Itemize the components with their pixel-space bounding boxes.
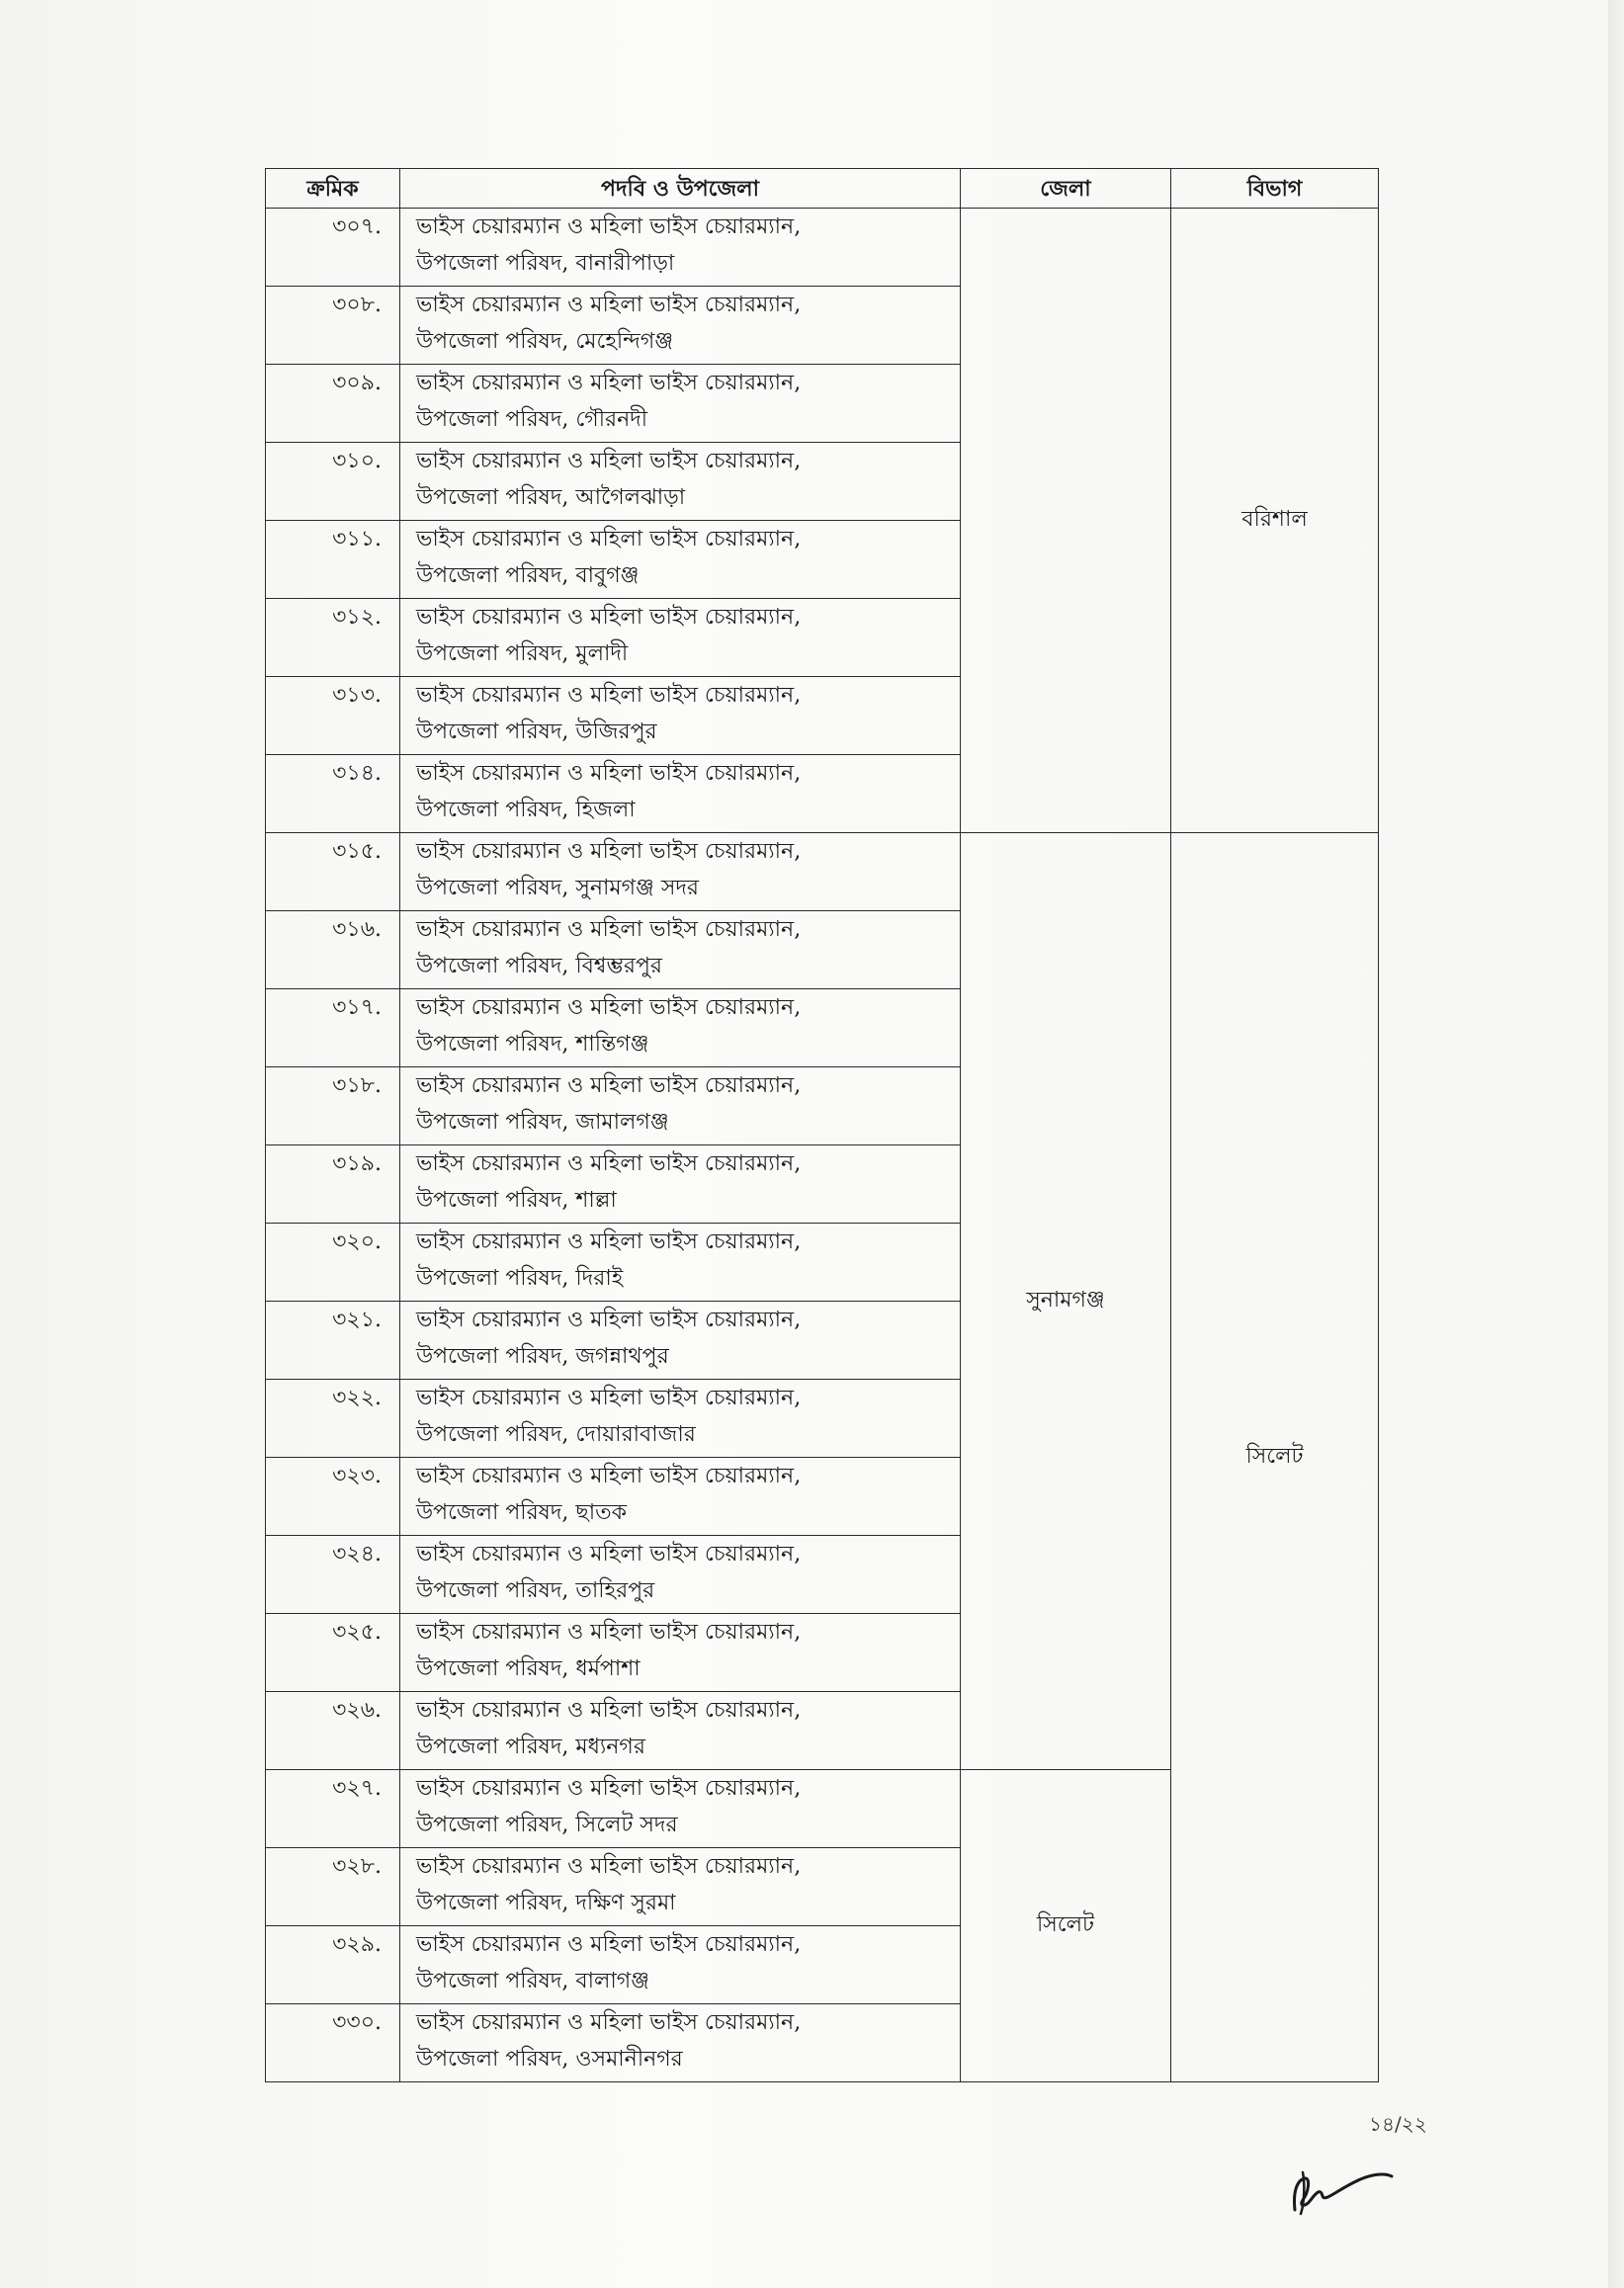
table-row <box>266 1380 961 1458</box>
serial-cell: ৩২৭. <box>266 1770 400 1848</box>
designation-line: ভাইস চেয়ারম্যান ও মহিলা ভাইস চেয়ারম্যান, <box>416 527 802 551</box>
designation-line: ভাইস চেয়ারম্যান ও মহিলা ভাইস চেয়ারম্যান, <box>416 1932 802 1957</box>
upazila-line: উপজেলা পরিষদ, জগন্নাথপুর <box>416 1344 669 1369</box>
table-row <box>266 209 961 287</box>
designation-line: ভাইস চেয়ারম্যান ও মহিলা ভাইস চেয়ারম্যান, <box>416 1854 802 1879</box>
designation-cell <box>400 833 961 911</box>
serial-cell: ৩২১. <box>266 1302 400 1380</box>
upazila-line: উপজেলা পরিষদ, শান্তিগঞ্জ <box>416 1032 649 1057</box>
serial-cell: ৩১৯. <box>266 1145 400 1224</box>
upazila-line: উপজেলা পরিষদ, ওসমানীনগর <box>416 2047 683 2072</box>
designation-cell <box>400 521 961 599</box>
designation-line: ভাইস চেয়ারম্যান ও মহিলা ভাইস চেয়ারম্যান, <box>416 1620 802 1645</box>
serial-cell: ৩২৩. <box>266 1458 400 1536</box>
row-list <box>266 1770 961 2082</box>
row-list <box>266 833 961 1770</box>
serial-cell: ৩০৯. <box>266 365 400 443</box>
table-row <box>266 1770 961 1848</box>
designation-cell <box>400 365 961 443</box>
signature-icon <box>1275 2153 1404 2222</box>
district-cell: সিলেট <box>961 1770 1171 2082</box>
district-cell: সুনামগঞ্জ <box>961 833 1171 1770</box>
table-row <box>266 1536 961 1614</box>
designation-line: ভাইস চেয়ারম্যান ও মহিলা ভাইস চেয়ারম্যান, <box>416 917 802 942</box>
table-row <box>266 365 961 443</box>
serial-cell: ৩২৮. <box>266 1848 400 1926</box>
designation-line: ভাইস চেয়ারম্যান ও মহিলা ভাইস চেয়ারম্যান, <box>416 1464 802 1488</box>
serial-cell: ৩২৯. <box>266 1926 400 2004</box>
table-row <box>266 1692 961 1770</box>
designation-cell <box>400 599 961 677</box>
serial-cell: ৩১২. <box>266 599 400 677</box>
designation-cell <box>400 1536 961 1614</box>
upazila-line: উপজেলা পরিষদ, সিলেট সদর <box>416 1813 678 1837</box>
upazila-line: উপজেলা পরিষদ, তাহিরপুর <box>416 1578 655 1603</box>
division-cell: বরিশাল <box>1171 209 1379 833</box>
designation-line: ভাইস চেয়ারম্যান ও মহিলা ভাইস চেয়ারম্যান, <box>416 371 802 395</box>
table-row <box>266 599 961 677</box>
upazila-line: উপজেলা পরিষদ, জামালগঞ্জ <box>416 1110 669 1135</box>
serial-cell: ৩১৪. <box>266 755 400 833</box>
table-header-row <box>266 169 1379 209</box>
designation-line: ভাইস চেয়ারম্যান ও মহিলা ভাইস চেয়ারম্যান, <box>416 605 802 630</box>
designation-cell <box>400 989 961 1067</box>
upazila-line: উপজেলা পরিষদ, মেহেন্দিগঞ্জ <box>416 329 674 354</box>
table-row <box>266 1848 961 1926</box>
serial-cell: ৩২৫. <box>266 1614 400 1692</box>
upazila-line: উপজেলা পরিষদ, আগৈলঝাড়া <box>416 485 686 510</box>
serial-cell: ৩১৫. <box>266 833 400 911</box>
designation-cell <box>400 1614 961 1692</box>
upazila-line: উপজেলা পরিষদ, মধ্যনগর <box>416 1735 645 1759</box>
upazila-line: উপজেলা পরিষদ, উজিরপুর <box>416 720 657 744</box>
designation-line: ভাইস চেয়ারম্যান ও মহিলা ভাইস চেয়ারম্যান, <box>416 761 802 786</box>
designation-cell <box>400 1224 961 1302</box>
table-row <box>266 2004 961 2082</box>
table-row <box>266 1926 961 2004</box>
header-serial: ক্রমিক <box>266 169 400 209</box>
district-group <box>266 209 1171 833</box>
district-cell <box>961 209 1171 833</box>
table-row <box>266 755 961 833</box>
designation-cell <box>400 1145 961 1224</box>
designation-cell <box>400 755 961 833</box>
page-number: ১৪/২২ <box>1369 2112 1427 2136</box>
division-group <box>266 833 1379 2082</box>
designation-line: ভাইস চেয়ারম্যান ও মহিলা ভাইস চেয়ারম্যান, <box>416 1542 802 1567</box>
table-row <box>266 989 961 1067</box>
table-row <box>266 1224 961 1302</box>
serial-cell: ৩২০. <box>266 1224 400 1302</box>
upazila-line: উপজেলা পরিষদ, দোয়ারাবাজার <box>416 1422 696 1447</box>
designation-cell <box>400 911 961 989</box>
designation-line: ভাইস চেয়ারম্যান ও মহিলা ভাইস চেয়ারম্যান, <box>416 683 802 708</box>
designation-cell <box>400 1770 961 1848</box>
designation-line: ভাইস চেয়ারম্যান ও মহিলা ভাইস চেয়ারম্যান, <box>416 293 802 317</box>
table-row <box>266 1458 961 1536</box>
table-row <box>266 1302 961 1380</box>
designation-line: ভাইস চেয়ারম্যান ও মহিলা ভাইস চেয়ারম্যান, <box>416 1776 802 1801</box>
designation-cell <box>400 1380 961 1458</box>
upazila-line: উপজেলা পরিষদ, সুনামগঞ্জ সদর <box>416 876 700 900</box>
page-edge <box>1608 0 1624 2288</box>
row-list <box>266 209 961 833</box>
table-body <box>266 209 1379 2082</box>
upazila-line: উপজেলা পরিষদ, দক্ষিণ সুরমা <box>416 1891 676 1915</box>
table-row <box>266 677 961 755</box>
designation-cell <box>400 1926 961 2004</box>
upazila-line: উপজেলা পরিষদ, বাবুগঞ্জ <box>416 563 640 588</box>
table-row <box>266 833 961 911</box>
serial-cell: ৩৩০. <box>266 2004 400 2082</box>
division-cell: সিলেট <box>1171 833 1379 2082</box>
upazila-line: উপজেলা পরিষদ, বানারীপাড়া <box>416 251 675 276</box>
header-district: জেলা <box>961 169 1171 209</box>
upazila-line: উপজেলা পরিষদ, শাল্লা <box>416 1188 617 1213</box>
serial-cell: ৩২৪. <box>266 1536 400 1614</box>
table-row <box>266 1145 961 1224</box>
table-row <box>266 521 961 599</box>
serial-cell: ৩০৭. <box>266 209 400 287</box>
district-group <box>266 833 1171 1770</box>
header-division: বিভাগ <box>1171 169 1379 209</box>
serial-cell: ৩০৮. <box>266 287 400 365</box>
officials-table <box>265 168 1379 2082</box>
upazila-line: উপজেলা পরিষদ, বিশ্বম্ভরপুর <box>416 954 662 978</box>
designation-line: ভাইস চেয়ারম্যান ও মহিলা ভাইস চেয়ারম্যান, <box>416 449 802 473</box>
designation-cell <box>400 1067 961 1145</box>
designation-cell <box>400 1692 961 1770</box>
designation-line: ভাইস চেয়ারম্যান ও মহিলা ভাইস চেয়ারম্যান, <box>416 1073 802 1098</box>
division-group <box>266 209 1379 833</box>
district-column-group <box>266 833 1171 2082</box>
upazila-line: উপজেলা পরিষদ, দিরাই <box>416 1266 624 1291</box>
table-row <box>266 1614 961 1692</box>
designation-line: ভাইস চেয়ারম্যান ও মহিলা ভাইস চেয়ারম্যান, <box>416 1386 802 1410</box>
table-row <box>266 911 961 989</box>
table-row <box>266 287 961 365</box>
designation-line: ভাইস চেয়ারম্যান ও মহিলা ভাইস চেয়ারম্যান, <box>416 1308 802 1332</box>
header-designation: পদবি ও উপজেলা <box>400 169 961 209</box>
designation-line: ভাইস চেয়ারম্যান ও মহিলা ভাইস চেয়ারম্যান, <box>416 214 802 239</box>
designation-cell <box>400 2004 961 2082</box>
upazila-line: উপজেলা পরিষদ, হিজলা <box>416 798 636 822</box>
serial-cell: ৩২৬. <box>266 1692 400 1770</box>
designation-cell <box>400 443 961 521</box>
designation-line: ভাইস চেয়ারম্যান ও মহিলা ভাইস চেয়ারম্যান, <box>416 1151 802 1176</box>
serial-cell: ৩১৭. <box>266 989 400 1067</box>
serial-cell: ৩১৮. <box>266 1067 400 1145</box>
serial-cell: ৩১১. <box>266 521 400 599</box>
serial-cell: ৩২২. <box>266 1380 400 1458</box>
district-group <box>266 1770 1171 2082</box>
designation-line: ভাইস চেয়ারম্যান ও মহিলা ভাইস চেয়ারম্যান, <box>416 1229 802 1254</box>
designation-line: ভাইস চেয়ারম্যান ও মহিলা ভাইস চেয়ারম্যান, <box>416 1698 802 1723</box>
designation-cell <box>400 677 961 755</box>
serial-cell: ৩১০. <box>266 443 400 521</box>
designation-cell <box>400 1458 961 1536</box>
upazila-line: উপজেলা পরিষদ, বালাগঞ্জ <box>416 1969 649 1993</box>
table-row <box>266 1067 961 1145</box>
designation-line: ভাইস চেয়ারম্যান ও মহিলা ভাইস চেয়ারম্যান, <box>416 2010 802 2035</box>
designation-line: ভাইস চেয়ারম্যান ও মহিলা ভাইস চেয়ারম্যান, <box>416 995 802 1020</box>
serial-cell: ৩১৬. <box>266 911 400 989</box>
district-column-group <box>266 209 1171 833</box>
designation-cell <box>400 1848 961 1926</box>
designation-line: ভাইস চেয়ারম্যান ও মহিলা ভাইস চেয়ারম্যান, <box>416 839 802 864</box>
designation-cell <box>400 287 961 365</box>
upazila-line: উপজেলা পরিষদ, ধর্মপাশা <box>416 1656 641 1681</box>
serial-cell: ৩১৩. <box>266 677 400 755</box>
designation-cell <box>400 209 961 287</box>
upazila-line: উপজেলা পরিষদ, গৌরনদী <box>416 407 648 432</box>
upazila-line: উপজেলা পরিষদ, মুলাদী <box>416 641 629 666</box>
table-row <box>266 443 961 521</box>
designation-cell <box>400 1302 961 1380</box>
upazila-line: উপজেলা পরিষদ, ছাতক <box>416 1500 627 1525</box>
